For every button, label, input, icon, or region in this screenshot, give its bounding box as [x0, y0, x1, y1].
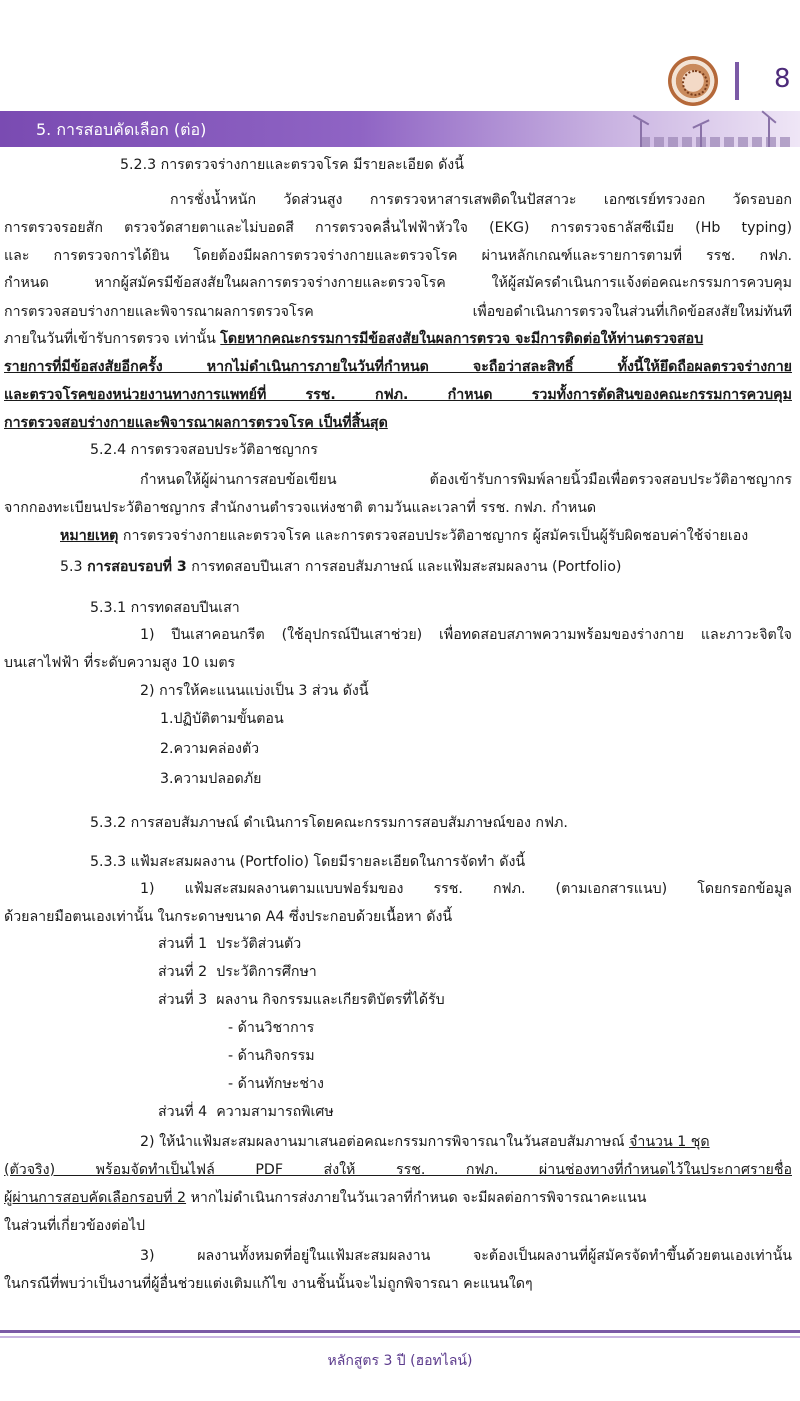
note-label: หมายเหตุ	[60, 528, 119, 544]
bold-underline-text: โดยหากคณะกรรมการมีข้อสงสัยในผลการตรวจ จะมีการติดต่อให้ท่านตรวจสอบ	[220, 331, 704, 347]
part-text: ประวัติการศึกษา	[216, 964, 317, 980]
list-item: 1.ปฏิบัติตามขั้นตอน	[160, 711, 284, 727]
bold-underline-line: รายการที่มีข้อสงสัยอีกครั้ง หากไม่ดำเนินการภายในวันที่กำหนด จะถือว่าสละสิทธิ์ ทั้งนี้ให้ยึดถือผลตรวจร่างกาย	[4, 359, 792, 375]
section-banner	[0, 111, 800, 147]
paragraph-line: 3) ผลงานทั้งหมดที่อยู่ในแฟ้มสะสมผลงาน จะต้องเป็นผลงานที่ผู้สมัครจัดทำขึ้นด้วยตนเองเท่านั้น	[140, 1248, 792, 1264]
note-line	[60, 522, 748, 550]
list-item: - ด้านกิจกรรม	[228, 1048, 315, 1064]
list-item	[158, 958, 317, 986]
list-item: 3.ความปลอดภัย	[160, 771, 262, 787]
paragraph-line: การชั่งน้ำหนัก วัดส่วนสูง การตรวจหาสารเสพติดในปัสสาวะ เอกซเรย์ทรวงอก วัดรอบอก	[170, 192, 792, 208]
part-text: ประวัติส่วนตัว	[216, 936, 302, 952]
paragraph-line	[140, 1128, 792, 1156]
heading-5-3-1: 5.3.1 การทดสอบปีนเสา	[90, 600, 240, 616]
paragraph-line: จากกองทะเบียนประวัติอาชญากร สำนักงานตำรวจแห่งชาติ ตามวันและเวลาที่ รรช. กฟภ. กำหนด	[4, 500, 597, 516]
plain-text: ภายในวันที่เข้ารับการตรวจ เท่านั้น	[4, 331, 221, 347]
part-text: ผลงาน กิจกรรมและเกียรติบัตรที่ได้รับ	[216, 992, 445, 1008]
paragraph-line: 1) ปีนเสาคอนกรีต (ใช้อุปกรณ์ปีนเสาช่วย) เพื่อทดสอบสภาพความพร้อมของร่างกาย และภาวะจิตใจ	[140, 627, 792, 643]
list-item	[158, 1098, 334, 1126]
pea-logo-icon	[668, 56, 718, 106]
footer-rule	[0, 1336, 800, 1338]
plain-text: หากไม่ดำเนินการส่งภายในวันเวลาที่กำหนด จะมีผลต่อการพิจารณาคะแนน	[186, 1190, 647, 1206]
page-header	[0, 0, 800, 104]
paragraph-line: กำหนดให้ผู้ผ่านการสอบข้อเขียน ต้องเข้ารับการพิมพ์ลายนิ้วมือเพื่อตรวจสอบประวัติอาชญากร	[140, 472, 792, 488]
section-title: 5. การสอบคัดเลือก (ต่อ)	[36, 120, 207, 139]
header-divider	[735, 62, 739, 100]
paragraph-line: การตรวจสอบร่างกายและพิจารณาผลการตรวจโรค เพื่อขอดำเนินการตรวจในส่วนที่เกิดข้อสงสัยใหม่ทันที	[4, 304, 792, 320]
footer-rule	[0, 1330, 800, 1333]
paragraph-line: บนเสาไฟฟ้า ที่ระดับความสูง 10 เมตร	[4, 655, 236, 671]
plain-text: การทดสอบปีนเสา การสอบสัมภาษณ์ และแฟ้มสะสมผลงาน (Portfolio)	[186, 559, 622, 575]
list-item	[158, 986, 445, 1014]
paragraph-line: และ การตรวจการได้ยิน โดยต้องมีผลการตรวจร่างกายและตรวจโรค ผ่านหลักเกณฑ์และรายการตามที่ รรช. กฟภ.	[4, 248, 792, 264]
paragraph-line: ในกรณีที่พบว่าเป็นงานที่ผู้อื่นช่วยแต่งเติมแก้ไข งานชิ้นนั้นจะไม่ถูกพิจารณา คะแนนใดๆ	[4, 1276, 533, 1292]
heading-5-3-2: 5.3.2 การสอบสัมภาษณ์ ดำเนินการโดยคณะกรรมการสอบสัมภาษณ์ของ กฟภ.	[90, 815, 568, 831]
footer-text: หลักสูตร 3 ปี (ฮอทไลน์)	[327, 1353, 473, 1369]
note-text: การตรวจร่างกายและตรวจโรค และการตรวจสอบประวัติอาชญากร ผู้สมัครเป็นผู้รับผิดชอบค่าใช้จ่ายเอง	[118, 528, 749, 544]
paragraph-line: 2) การให้คะแนนแบ่งเป็น 3 ส่วน ดังนี้	[140, 683, 369, 699]
bold-underline-line: การตรวจสอบร่างกายและพิจารณาผลการตรวจโรค เป็นที่สิ้นสุด	[4, 415, 388, 431]
paragraph-line: กำหนด หากผู้สมัครมีข้อสงสัยในผลการตรวจร่างกายและตรวจโรค ให้ผู้สมัครดำเนินการแจ้งต่อคณะกรรมการควบคุม	[4, 275, 792, 291]
list-item: 2.ความคล่องตัว	[160, 741, 260, 757]
page-number: 8	[774, 64, 791, 94]
part-label: ส่วนที่ 4	[158, 1104, 208, 1120]
underlined-line: (ตัวจริง) พร้อมจัดทำเป็นไฟล์ PDF ส่งให้ รรช. กฟภ. ผ่านช่องทางที่กำหนดไว้ในประกาศรายชื่อ	[4, 1162, 792, 1178]
heading-5-2-4: 5.2.4 การตรวจสอบประวัติอาชญากร	[90, 442, 318, 458]
paragraph-line	[4, 1184, 792, 1212]
underlined-text: ผู้ผ่านการสอบคัดเลือกรอบที่ 2	[4, 1190, 187, 1206]
list-item	[158, 930, 301, 958]
paragraph-line	[4, 325, 792, 353]
plain-text: 2) ให้นำแฟ้มสะสมผลงานมาเสนอต่อคณะกรรมการพิจารณาในวันสอบสัมภาษณ์	[140, 1134, 630, 1150]
heading-5-3-3: 5.3.3 แฟ้มสะสมผลงาน (Portfolio) โดยมีรายละเอียดในการจัดทำ ดังนี้	[90, 854, 526, 870]
part-text: ความสามารถพิเศษ	[216, 1104, 334, 1120]
heading-5-3	[60, 553, 621, 581]
paragraph-line: 1) แฟ้มสะสมผลงานตามแบบฟอร์มของ รรช. กฟภ. (ตามเอกสารแนบ) โดยกรอกข้อมูล	[140, 881, 792, 897]
part-label: ส่วนที่ 2	[158, 964, 208, 980]
part-label: ส่วนที่ 1	[158, 936, 208, 952]
heading-5-2-3: 5.2.3 การตรวจร่างกายและตรวจโรค มีรายละเอียด ดังนี้	[120, 157, 464, 173]
bold-underline-line: และตรวจโรคของหน่วยงานทางการแพทย์ที่ รรช. กฟภ. กำหนด รวมทั้งการตัดสินของคณะกรรมการควบคุม	[4, 387, 792, 403]
bold-text: การสอบรอบที่ 3	[87, 559, 187, 575]
paragraph-line: ในส่วนที่เกี่ยวข้องต่อไป	[4, 1218, 146, 1234]
part-label: ส่วนที่ 3	[158, 992, 208, 1008]
paragraph-line: การตรวจรอยสัก ตรวจวัดสายตาและไม่บอดสี การตรวจคลื่นไฟฟ้าหัวใจ (EKG) การตรวจธาลัสซีเมีย (Hb typing)	[4, 220, 792, 236]
list-item: - ด้านทักษะช่าง	[228, 1076, 324, 1092]
section-number: 5.3	[60, 559, 88, 575]
list-item: - ด้านวิชาการ	[228, 1020, 315, 1036]
underlined-text: จำนวน 1 ชุด	[629, 1134, 710, 1150]
paragraph-line: ด้วยลายมือตนเองเท่านั้น ในกระดาษขนาด A4 ซึ่งประกอบด้วยเนื้อหา ดังนี้	[4, 909, 453, 925]
